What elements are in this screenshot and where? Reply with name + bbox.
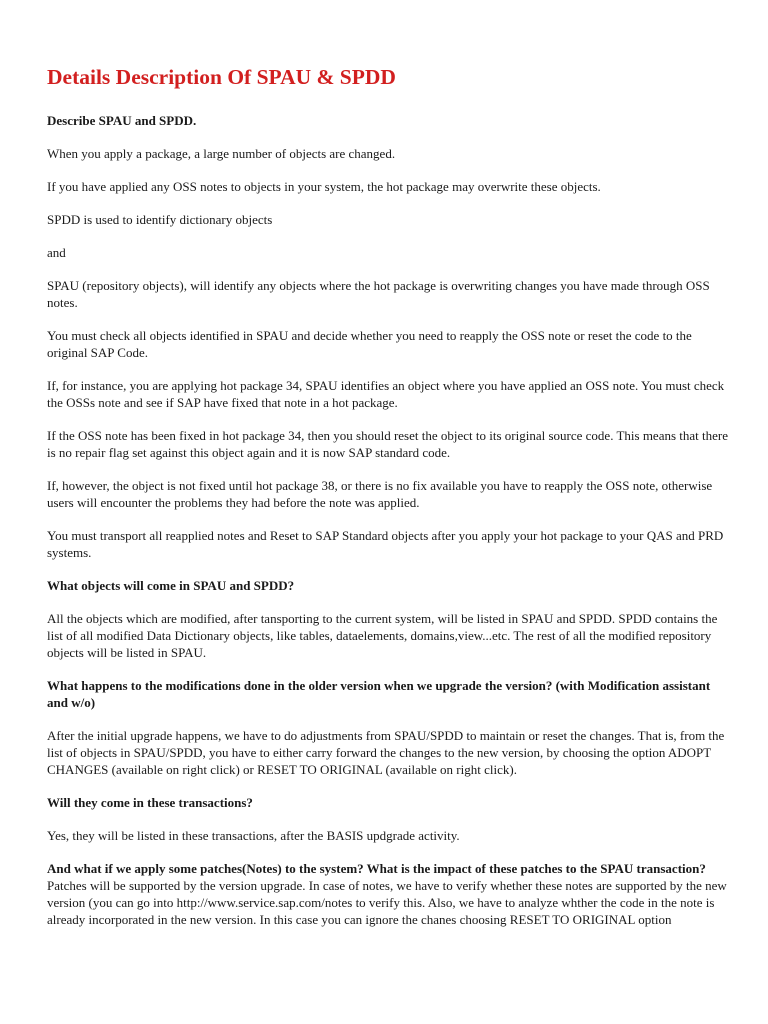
- paragraph: You must transport all reapplied notes and Reset to SAP Standard objects after you apply your hot package to your QAS and PRD systems.: [47, 528, 724, 560]
- paragraph: If, for instance, you are applying hot package 34, SPAU identifies an object where you have applied an OSS note. You must check the OSSs note and see if SAP have fixed that note in a hot package.: [47, 378, 725, 410]
- heading-patches-impact: And what if we apply some patches(Notes) to the system? What is the impact of these patches to the SPAU transaction?: [47, 861, 706, 876]
- paragraph: When you apply a package, a large number of objects are changed.: [47, 146, 396, 161]
- heading-describe-spau-spdd: Describe SPAU and SPDD.: [47, 113, 197, 128]
- paragraph: If you have applied any OSS notes to objects in your system, the hot package may overwrite these objects.: [47, 179, 601, 194]
- paragraph: You must check all objects identified in SPAU and decide whether you need to reapply the OSS note or reset the code to the original SAP Code.: [47, 328, 692, 360]
- paragraph: After the initial upgrade happens, we have to do adjustments from SPAU/SPDD to maintain or reset the changes. That is, from the list of objects in SPAU/SPDD, you have to either carry forward the changes to the new version, by choosing the option ADOPT CHANGES (available on right click) or RESET TO ORIGINAL (available on right click).: [47, 728, 725, 777]
- paragraph: All the objects which are modified, after tansporting to the current system, will be listed in SPAU and SPDD. SPDD contains the list of all modified Data Dictionary objects, like tables, dataelements, domains,view...etc. The rest of all the modified repository objects will be listed in SPAU.: [47, 611, 718, 660]
- paragraph: If the OSS note has been fixed in hot package 34, then you should reset the object to its original source code. This means that there is no repair flag set against this object again and it is now SAP standard code.: [47, 428, 729, 460]
- heading-modifications-upgrade: What happens to the modifications done in the older version when we upgrade the version? (with Modification assistant and w/o): [47, 678, 711, 710]
- paragraph: SPDD is used to identify dictionary objects: [47, 212, 273, 227]
- paragraph: Yes, they will be listed in these transactions, after the BASIS updgrade activity.: [47, 828, 460, 843]
- paragraph: SPAU (repository objects), will identify any objects where the hot package is overwriting changes you have made through OSS notes.: [47, 278, 710, 310]
- document-title: Details Description Of SPAU & SPDD: [47, 65, 396, 89]
- heading-what-objects: What objects will come in SPAU and SPDD?: [47, 578, 295, 593]
- paragraph: If, however, the object is not fixed until hot package 38, or there is no fix available you have to reapply the OSS note, otherwise users will encounter the problems they had before the note was applied.: [47, 478, 713, 510]
- paragraph: and: [47, 245, 66, 260]
- document-body: [47, 112, 728, 928]
- paragraph: Patches will be supported by the version upgrade. In case of notes, we have to verify whether these notes are supported by the new version (you can go into http://www.service.sap.com/notes to verify this. Also, we have to analyze whther the code in the note is already incorporated in the new version. In this case you can ignore the chanes choosing RESET TO ORIGINAL option: [47, 878, 727, 927]
- heading-will-they-come: Will they come in these transactions?: [47, 795, 253, 810]
